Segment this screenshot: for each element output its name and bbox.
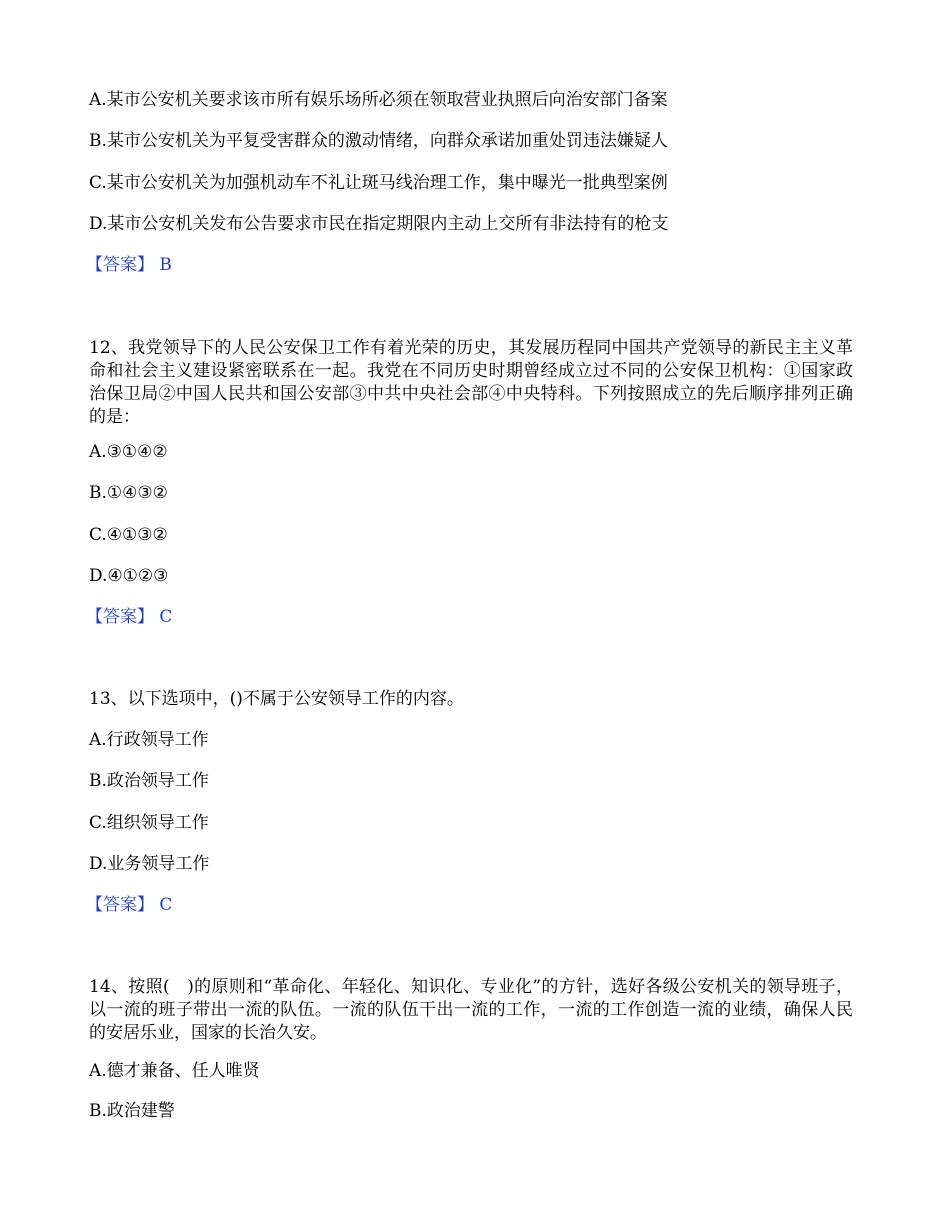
q12-option-a: A.③①④② [89,442,168,462]
q12-option-b: B.①④③② [89,483,168,503]
q11-option-a: A.某市公安机关要求该市所有娱乐场所必须在领取营业执照后向治安部门备案 [89,90,668,110]
q14-option-b: B.政治建警 [89,1101,175,1121]
q12-answer: 【答案】 C [86,607,173,627]
q12-stem: 12、我党领导下的人民公安保卫工作有着光荣的历史，其发展历程同中国共产党领导的新民主主义革命和社会主义建设紧密联系在一起。我党在不同历史时期曾经成立过不同的公安保卫机构：①国家政治保卫局②中国人民共和国公安部③中共中央社会部④中央特科。下列按照成立的先后顺序排列正确的是： [89,338,853,427]
q13-option-c: C.组织领导工作 [89,813,209,833]
q11-option-b: B.某市公安机关为平复受害群众的激动情绪，向群众承诺加重处罚违法嫌疑人 [89,131,668,151]
q11-answer: 【答案】 B [86,255,172,275]
q14-option-a: A.德才兼备、任人唯贤 [89,1061,260,1081]
q12-option-d: D.④①②③ [89,566,169,586]
q13-stem: 13、以下选项中，()不属于公安领导工作的内容。 [89,689,464,709]
q12-option-c: C.④①③② [89,525,168,545]
q13-option-a: A.行政领导工作 [89,730,209,750]
q13-option-d: D.业务领导工作 [89,854,210,874]
q11-option-c: C.某市公安机关为加强机动车不礼让斑马线治理工作，集中曝光一批典型案例 [89,173,668,193]
q13-answer: 【答案】 C [86,895,173,915]
q13-option-b: B.政治领导工作 [89,771,209,791]
q14-stem: 14、按照( )的原则和“革命化、年轻化、知识化、专业化”的方针，选好各级公安机关的领导班子，以一流的班子带出一流的队伍。一流的队伍干出一流的工作，一流的工作创造一流的业绩，确保人民的安居乐业，国家的长治久安。 [89,977,853,1043]
q11-option-d: D.某市公安机关发布公告要求市民在指定期限内主动上交所有非法持有的枪支 [89,214,669,234]
